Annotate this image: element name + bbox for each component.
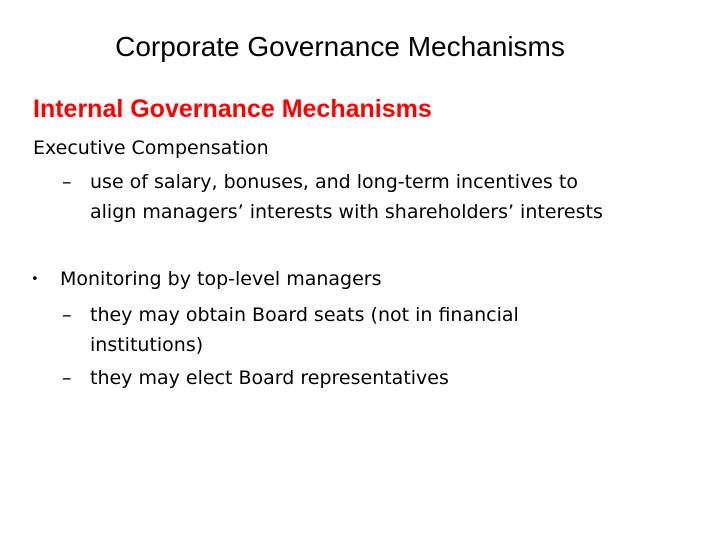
sub-item-line: they may elect Board representatives [90,367,449,389]
bullet-marker: • [31,272,39,287]
dash-marker: – [62,171,72,193]
sub-item-line: use of salary, bonuses, and long-term incentives to [90,171,578,193]
item-monitoring: Monitoring by top-level managers [60,268,382,290]
sub-item-line: institutions) [90,334,204,356]
sub-item-line: they may obtain Board seats (not in financial [90,304,519,326]
dash-marker: – [62,304,72,326]
section-heading: Internal Governance Mechanisms [33,95,432,123]
item-executive-compensation: Executive Compensation [33,137,269,159]
dash-marker: – [62,367,72,389]
slide-title: Corporate Governance Mechanisms [115,31,565,62]
sub-item-line: align managers’ interests with shareholders’ interests [90,201,603,223]
